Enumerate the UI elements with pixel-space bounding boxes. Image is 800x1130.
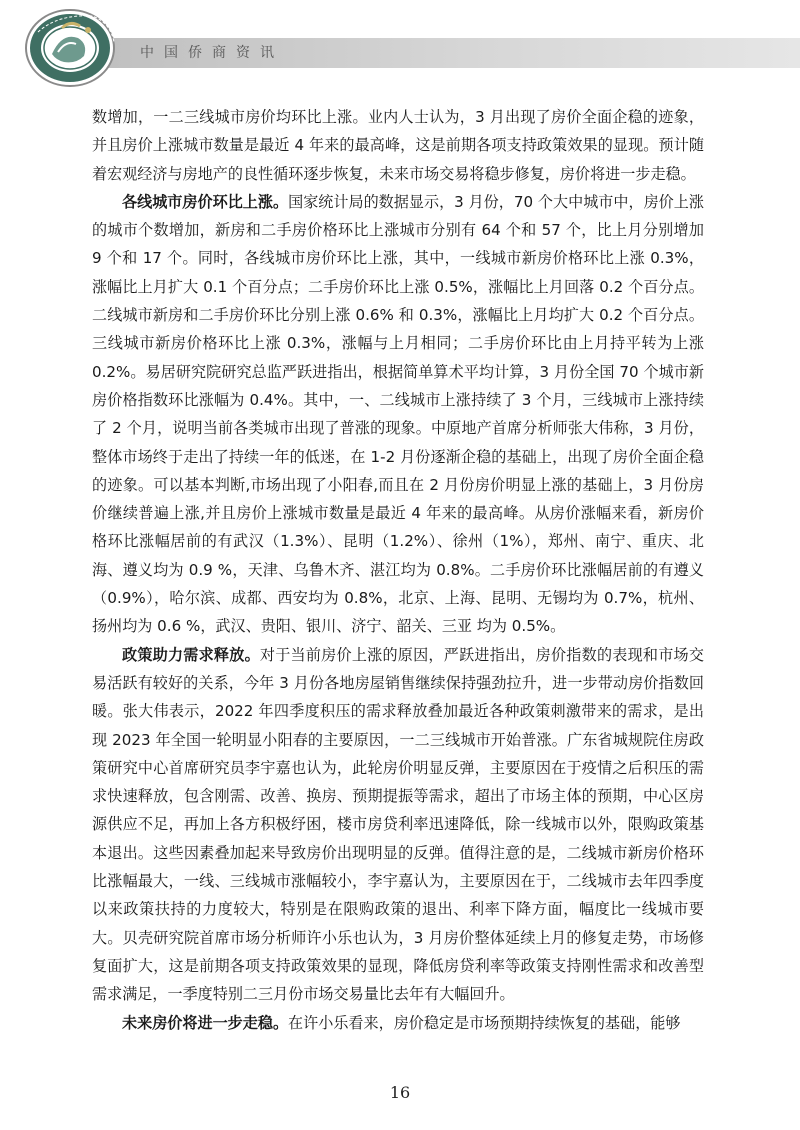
article-body: [92, 103, 704, 1037]
paragraph-text: 数增加，一二三线城市房价均环比上涨。业内人士认为，3 月出现了房价全面企稳的迹象，并且房价上涨城市数量是最近 4 年来的最高峰，这是前期各项支持政策效果的显现。预计随着宏观经济与房地产的良性循环逐步恢复，未来市场交易将稳步修复，房价将进一步走稳。: [92, 108, 704, 183]
paragraph-heading: 未来房价将进一步走稳。: [122, 1013, 289, 1032]
paragraph: [92, 188, 704, 641]
header-title: 中国侨商资讯: [140, 45, 284, 61]
paragraph-text: 国家统计局的数据显示，3 月份，70 个大中城市中，房价上涨的城市个数增加，新房和二手房价格环比上涨城市分别有 64 个和 57 个，比上月分别增加 9 个和 17 个。同时，各线城市房价环比上涨，其中，一线城市新房价格环比上涨 0.3%，涨幅比上月扩大 0.1 个百分点；二手房价环比上涨 0.5%，涨幅比上月回落 0.2 个百分点。二线城市新房和二手房价环比分别上涨 0.6% 和 0.3%，涨幅比上月均扩大 0.2 个百分点。三线城市新房价格环比上涨 0.3%，涨幅与上月相同；二手房价环比由上月持平转为上涨 0.2%。易居研究院研究总监严跃进指出，根据简单算术平均计算，3 月份全国 70 个城市新房价格指数环比涨幅为 0.4%。其中，一、二线城市上涨持续了 3 个月，三线城市上涨持续了 2 个月，说明当前各类城市出现了普涨的现象。中原地产首席分析师张大伟称，3 月份，整体市场终于走出了持续一年的低迷，在 1-2 月份逐渐企稳的基础上，出现了房价全面企稳的迹象。可以基本判断,市场出现了小阳春,而且在 2 月份房价明显上涨的基础上，3 月份房价继续普遍上涨,并且房价上涨城市数量是最近 4 年来的最高峰。从房价涨幅来看，新房价格环比涨幅居前的有武汉（1.3%）、昆明（1.2%）、徐州（1%），郑州、南宁、重庆、北海、遵义均为 0.9 %，天津、乌鲁木齐、湛江均为 0.8%。二手房价环比涨幅居前的有遵义（0.9%），哈尔滨、成都、西安均为 0.8%，北京、上海、昆明、无锡均为 0.7%，杭州、扬州均为 0.6 %，武汉、贵阳、银川、济宁、韶关、三亚 均为 0.5%。: [92, 192, 704, 636]
paragraph-text: 对于当前房价上涨的原因，严跃进指出，房价指数的表现和市场交易活跃有较好的关系，今年 3 月份各地房屋销售继续保持强劲拉升，进一步带动房价指数回暖。张大伟表示，2022 年四季度积压的需求释放叠加最近各种政策刺激带来的需求，是出现 2023 年全国一轮明显小阳春的主要原因，一二三线城市开始普涨。广东省城规院住房政策研究中心首席研究员李宇嘉也认为，此轮房价明显反弹，主要原因在于疫情之后积压的需求快速释放，包含刚需、改善、换房、预期提振等需求，超出了市场主体的预期，中心区房源供应不足，再加上各方积极纾困，楼市房贷利率迅速降低，除一线城市以外，限购政策基本退出。这些因素叠加起来导致房价出现明显的反弹。值得注意的是，二线城市新房价格环比涨幅最大，一线、三线城市涨幅较小，李宇嘉认为，主要原因在于，二线城市去年四季度以来政策扶持的力度较大，特别是在限购政策的退出、利率下降方面，幅度比一线城市要大。贝壳研究院首席市场分析师许小乐也认为，3 月房价整体延续上月的修复走势，市场修复面扩大，这是前期各项支持政策效果的显现，降低房贷利率等政策支持刚性需求和改善型需求满足，一季度特别二三月份市场交易量比去年有大幅回升。: [92, 645, 704, 1004]
paragraph-heading: 政策助力需求释放。: [122, 645, 260, 664]
paragraph: [92, 103, 704, 188]
page-header: [0, 0, 800, 90]
paragraph: [92, 1009, 704, 1037]
paragraph-heading: 各线城市房价环比上涨。: [122, 192, 289, 211]
page-number: 16: [389, 1083, 411, 1102]
paragraph-text: 在许小乐看来，房价稳定是市场预期持续恢复的基础，能够: [288, 1013, 681, 1032]
paragraph: [92, 641, 704, 1009]
association-logo-icon: [18, 2, 126, 90]
